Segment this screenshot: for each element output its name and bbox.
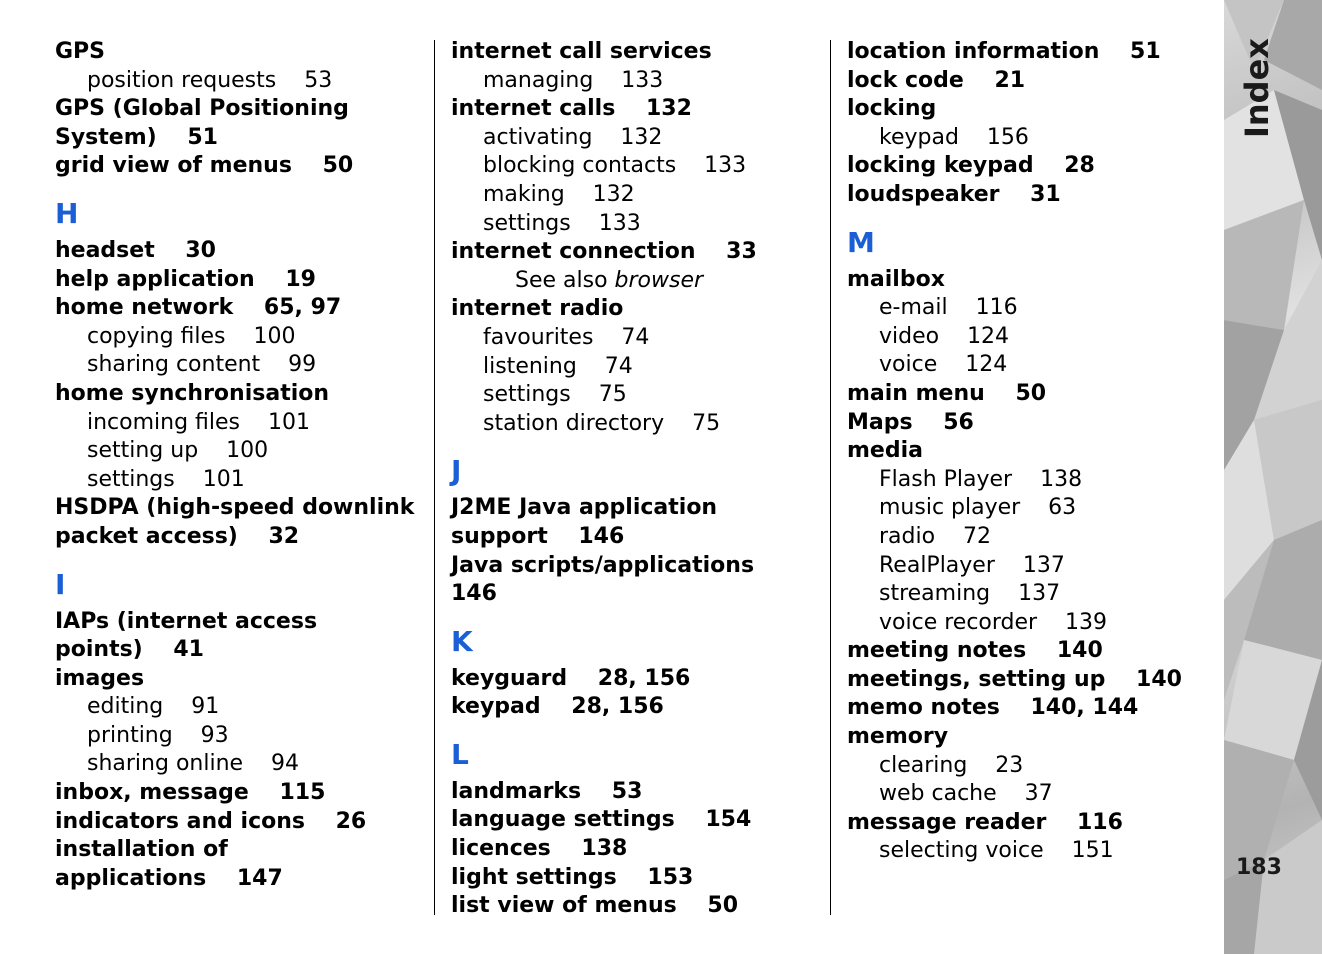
index-entry: media bbox=[847, 438, 923, 464]
index-entry: list view of menus 50 bbox=[451, 893, 738, 919]
index-subentry: position requests 53 bbox=[87, 67, 333, 93]
index-entry: installation of applications 147 bbox=[55, 837, 283, 891]
index-entry: licences 138 bbox=[451, 836, 628, 862]
index-subentry: voice 124 bbox=[879, 352, 1008, 378]
index-entry: images bbox=[55, 665, 145, 691]
index-column-1 bbox=[55, 38, 415, 893]
letter-heading: M bbox=[847, 225, 875, 259]
letter-heading: K bbox=[451, 624, 473, 658]
index-entry: indicators and icons 26 bbox=[55, 808, 367, 834]
see-also-reference bbox=[451, 267, 811, 296]
index-entry: headset 30 bbox=[55, 237, 216, 263]
index-subentry: keypad 156 bbox=[879, 124, 1029, 150]
index-entry: loudspeaker 31 bbox=[847, 181, 1061, 207]
index-subentry: clearing 23 bbox=[879, 752, 1024, 778]
index-subentry: video 124 bbox=[879, 323, 1010, 349]
index-entry: light settings 153 bbox=[451, 864, 694, 890]
index-subentry: editing 91 bbox=[87, 694, 220, 720]
page-number: 183 bbox=[1236, 855, 1282, 880]
index-entry: locking bbox=[847, 96, 937, 122]
index-entry: memo notes 140, 144 bbox=[847, 695, 1139, 721]
index-entry: Java scripts/applications 146 bbox=[451, 552, 785, 607]
index-entry: internet radio bbox=[451, 296, 624, 322]
column-divider bbox=[830, 40, 831, 915]
see-also-target: browser bbox=[614, 267, 704, 293]
index-subentry: activating 132 bbox=[483, 124, 663, 150]
index-entry: meeting notes 140 bbox=[847, 638, 1103, 664]
index-entry: home network 65, 97 bbox=[55, 295, 342, 321]
index-subentry: making 132 bbox=[483, 181, 635, 207]
index-entry: grid view of menus 50 bbox=[55, 153, 354, 179]
index-subentry: incoming files 101 bbox=[87, 409, 310, 435]
index-entry: internet connection 33 bbox=[451, 239, 757, 265]
index-entry: home synchronisation bbox=[55, 380, 330, 406]
index-entry: main menu 50 bbox=[847, 380, 1047, 406]
index-entry: mailbox bbox=[847, 266, 945, 292]
index-subentry: web cache 37 bbox=[879, 781, 1053, 807]
index-subentry: music player 63 bbox=[879, 495, 1077, 521]
index-subentry: selecting voice 151 bbox=[879, 838, 1114, 864]
index-subentry: setting up 100 bbox=[87, 438, 269, 464]
index-entry: location information 51 bbox=[847, 39, 1161, 64]
section-title: Index bbox=[1238, 38, 1276, 138]
index-entry: inbox, message 115 bbox=[55, 780, 326, 806]
index-subentry: settings 75 bbox=[483, 382, 627, 408]
letter-heading: J bbox=[451, 454, 462, 488]
index-subentry: printing 93 bbox=[87, 722, 229, 748]
index-entry: HSDPA (high-speed downlink packet access) 32 bbox=[55, 495, 415, 549]
index-subentry: sharing online 94 bbox=[87, 751, 300, 777]
index-entry: language settings 154 bbox=[451, 807, 752, 833]
index-entry: message reader 116 bbox=[847, 809, 1123, 835]
index-subentry: settings 101 bbox=[87, 466, 245, 492]
index-entry: help application 19 bbox=[55, 266, 316, 292]
index-subentry: RealPlayer 137 bbox=[879, 552, 1065, 578]
index-entry: internet call services bbox=[451, 39, 712, 64]
index-subentry: Flash Player 138 bbox=[879, 466, 1083, 492]
index-subentry: station directory 75 bbox=[483, 410, 721, 436]
index-entry: memory bbox=[847, 724, 949, 750]
index-entry: internet calls 132 bbox=[451, 96, 692, 122]
index-subentry: voice recorder 139 bbox=[879, 609, 1108, 635]
index-entry: keypad 28, 156 bbox=[451, 694, 664, 720]
column-divider bbox=[434, 40, 435, 915]
index-subentry: e-mail 116 bbox=[879, 295, 1018, 321]
index-entry: IAPs (internet access points) 41 bbox=[55, 608, 318, 663]
letter-heading: L bbox=[451, 737, 469, 771]
index-entry: J2ME Java application support 146 bbox=[451, 495, 718, 549]
index-entry: lock code 21 bbox=[847, 67, 1026, 93]
index-subentry: favourites 74 bbox=[483, 324, 650, 350]
index-entry: GPS (Global Positioning System) 51 bbox=[55, 96, 349, 150]
see-also-label: See also bbox=[515, 267, 615, 293]
index-column-2 bbox=[451, 38, 811, 921]
letter-heading: H bbox=[55, 196, 79, 230]
index-column-3 bbox=[847, 38, 1207, 866]
index-entry: Maps 56 bbox=[847, 409, 974, 435]
index-entry: keyguard 28, 156 bbox=[451, 665, 691, 691]
index-entry: landmarks 53 bbox=[451, 778, 643, 804]
index-subentry: listening 74 bbox=[483, 353, 633, 379]
index-entry: locking keypad 28 bbox=[847, 153, 1095, 179]
index-subentry: settings 133 bbox=[483, 210, 641, 236]
index-subentry: blocking contacts 133 bbox=[483, 153, 747, 179]
index-subentry: radio 72 bbox=[879, 523, 992, 549]
index-entry: meetings, setting up 140 bbox=[847, 666, 1182, 692]
side-tab-background bbox=[1224, 0, 1322, 954]
index-entry: GPS bbox=[55, 39, 106, 64]
index-subentry: managing 133 bbox=[483, 67, 664, 93]
letter-heading: I bbox=[55, 567, 66, 601]
index-subentry: copying files 100 bbox=[87, 323, 296, 349]
index-subentry: sharing content 99 bbox=[87, 352, 317, 378]
mosaic-pattern bbox=[1224, 0, 1322, 954]
index-subentry: streaming 137 bbox=[879, 581, 1061, 607]
